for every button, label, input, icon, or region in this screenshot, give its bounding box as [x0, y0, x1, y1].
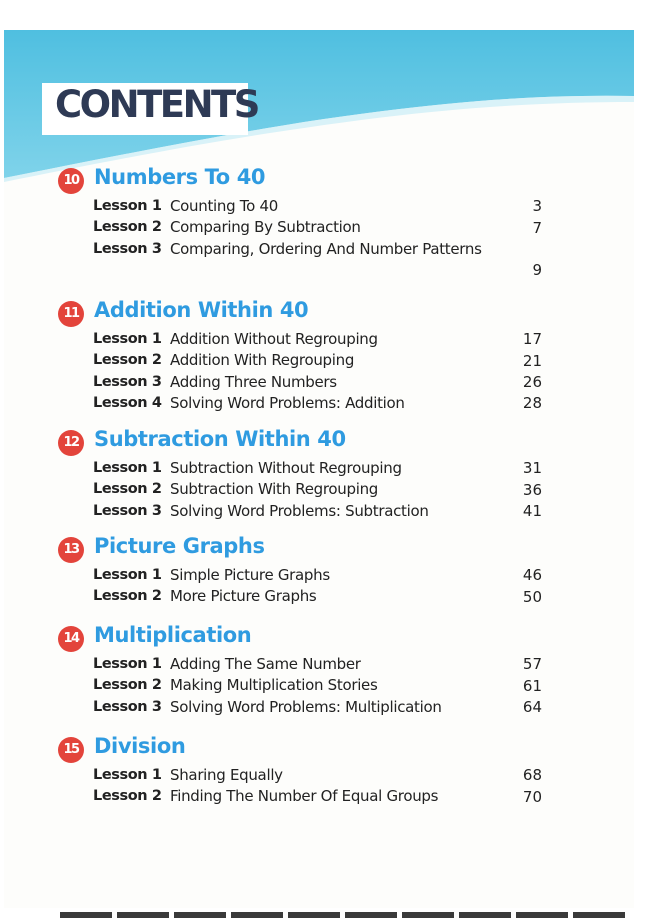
page-number: 3 — [532, 197, 542, 216]
lesson-row — [58, 586, 618, 607]
page-number: 68 — [522, 766, 542, 785]
page-number: 26 — [522, 372, 542, 391]
chapter-number-badge: 14 — [58, 626, 84, 652]
page-number: 17 — [522, 330, 542, 349]
chapter-number-badge: 10 — [58, 168, 84, 194]
lesson-title: Adding Three Numbers — [170, 372, 337, 391]
lesson-row — [58, 479, 618, 500]
lesson-row — [58, 372, 618, 393]
lesson-label: Lesson 3 — [93, 373, 162, 390]
lesson-row — [58, 565, 618, 586]
page-number: 61 — [522, 676, 542, 695]
lesson-label: Lesson 4 — [93, 394, 162, 411]
lesson-label: Lesson 1 — [93, 460, 162, 476]
lesson-title: Solving Word Problems: Addition — [170, 393, 405, 412]
chapter-title: Multiplication — [94, 623, 252, 647]
chapter-heading — [58, 165, 618, 196]
lesson-row — [58, 786, 618, 807]
chapter-title: Division — [94, 734, 186, 758]
lesson-label: Lesson 1 — [93, 656, 162, 672]
chapter-number-badge: 13 — [58, 537, 84, 563]
chapter-title: Subtraction Within 40 — [94, 427, 346, 451]
lesson-row — [58, 458, 618, 479]
lesson-title: Subtraction With Regrouping — [170, 480, 379, 499]
page-number: 57 — [522, 655, 542, 674]
page-number: 28 — [522, 394, 542, 413]
lesson-label: Lesson 2 — [93, 352, 162, 369]
lesson-label: Lesson 3 — [93, 240, 162, 257]
lesson-title: Solving Word Problems: Subtraction — [170, 501, 429, 520]
lesson-label: Lesson 2 — [93, 481, 162, 498]
lesson-row — [58, 329, 618, 350]
lesson-row — [58, 765, 618, 786]
lesson-title: Simple Picture Graphs — [170, 566, 330, 584]
lesson-title: Addition Without Regrouping — [170, 330, 378, 348]
lesson-label: Lesson 1 — [93, 331, 162, 347]
lesson-row — [58, 675, 618, 696]
page-number: 46 — [522, 566, 542, 585]
page-number: 50 — [522, 587, 542, 606]
page-number: 31 — [522, 459, 542, 478]
lesson-label: Lesson 2 — [93, 677, 162, 694]
page-number: 9 — [532, 261, 542, 280]
chapter-section — [58, 165, 618, 281]
chapter-heading — [58, 534, 618, 565]
chapter-heading — [58, 298, 618, 329]
lesson-title: More Picture Graphs — [170, 587, 317, 606]
lesson-label: Lesson 1 — [93, 198, 162, 214]
lesson-label: Lesson 3 — [93, 502, 162, 519]
lesson-title: Making Multiplication Stories — [170, 676, 378, 695]
lesson-row — [58, 654, 618, 675]
lesson-row — [58, 350, 618, 371]
chapter-heading — [58, 427, 618, 458]
chapter-number-badge: 11 — [58, 301, 84, 327]
lesson-row — [58, 393, 618, 414]
lesson-label: Lesson 3 — [93, 698, 162, 715]
lesson-title: Subtraction Without Regrouping — [170, 459, 402, 477]
lesson-title: Comparing By Subtraction — [170, 218, 361, 237]
chapter-section — [58, 734, 618, 808]
chapter-section — [58, 298, 618, 414]
lesson-row — [58, 239, 618, 282]
lesson-label: Lesson 1 — [93, 767, 162, 783]
chapter-section — [58, 427, 618, 522]
chapter-number-badge: 12 — [58, 430, 84, 456]
lesson-row — [58, 697, 618, 718]
page-number: 64 — [522, 697, 542, 716]
chapter-number-badge: 15 — [58, 737, 84, 763]
lesson-label: Lesson 2 — [93, 588, 162, 605]
page-title: CONTENTS — [55, 83, 258, 126]
page-number: 36 — [522, 480, 542, 499]
lesson-label: Lesson 1 — [93, 567, 162, 583]
lesson-title: Adding The Same Number — [170, 655, 361, 673]
lesson-title: Solving Word Problems: Multiplication — [170, 697, 442, 716]
page-number: 21 — [522, 351, 542, 370]
lesson-label: Lesson 2 — [93, 788, 162, 805]
lesson-title: Comparing, Ordering And Number Patterns — [170, 239, 482, 258]
bottom-strip — [60, 903, 630, 909]
lesson-row — [58, 196, 618, 217]
chapter-heading — [58, 623, 618, 654]
lesson-row — [58, 501, 618, 522]
chapter-title: Picture Graphs — [94, 534, 265, 558]
page-number: 41 — [522, 501, 542, 520]
lesson-title: Counting To 40 — [170, 197, 278, 215]
lesson-label: Lesson 2 — [93, 219, 162, 236]
lesson-title: Finding The Number Of Equal Groups — [170, 787, 439, 806]
page-number: 7 — [532, 218, 542, 237]
chapter-heading — [58, 734, 618, 765]
lesson-title: Addition With Regrouping — [170, 351, 355, 370]
page-number: 70 — [522, 787, 542, 806]
chapter-title: Numbers To 40 — [94, 165, 266, 189]
lesson-row — [58, 217, 618, 238]
chapter-title: Addition Within 40 — [94, 298, 309, 322]
chapter-section — [58, 534, 618, 608]
lesson-title: Sharing Equally — [170, 766, 283, 784]
chapter-section — [58, 623, 618, 718]
